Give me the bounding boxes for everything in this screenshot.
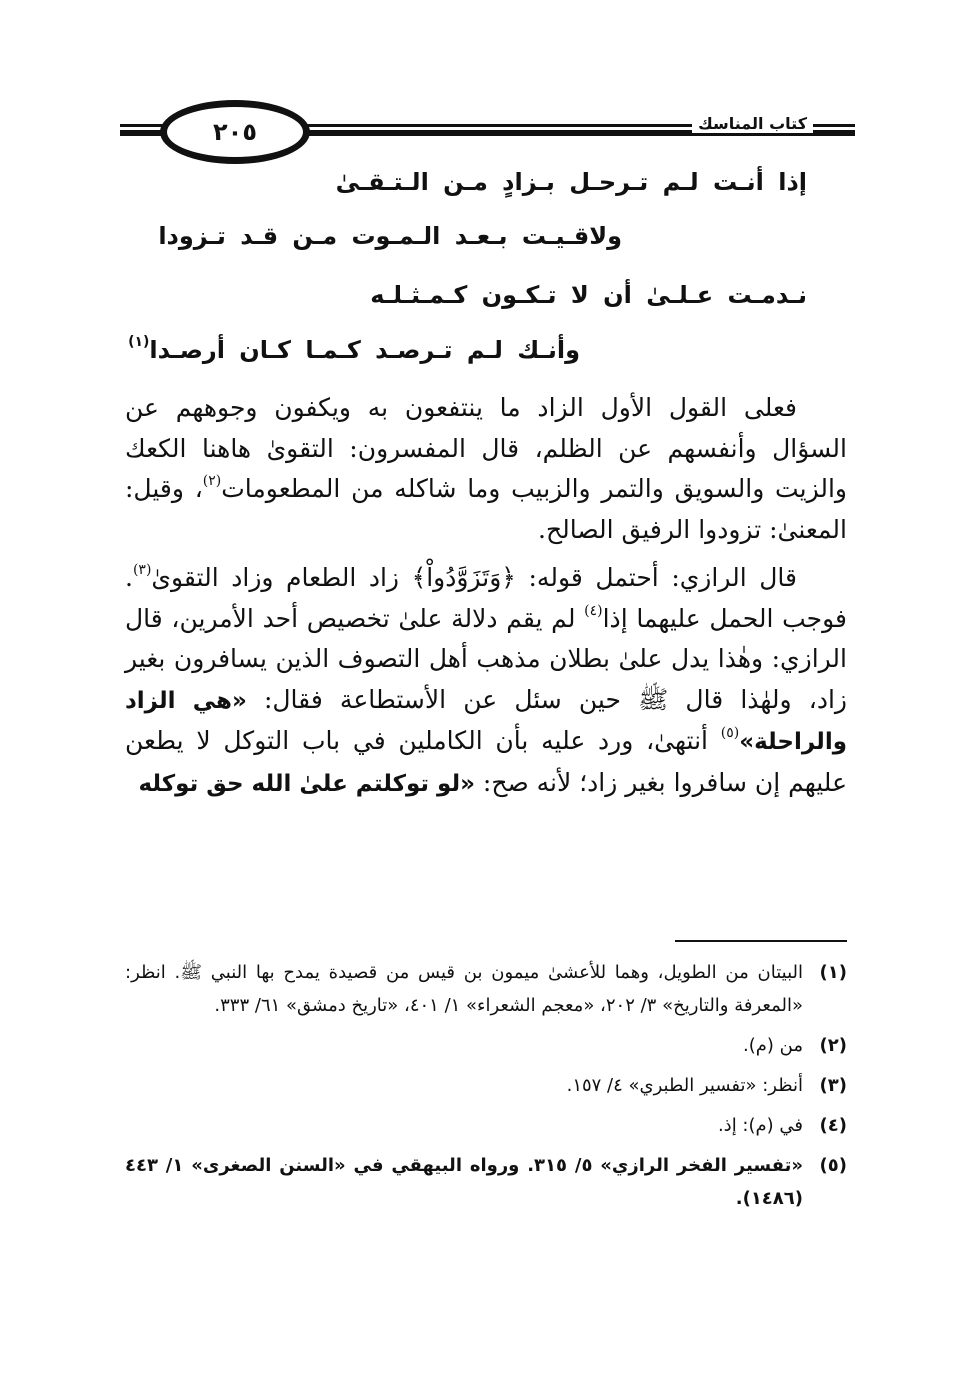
- footnote-ref-3[interactable]: (٣): [132, 562, 152, 578]
- footnote-text: البيتان من الطويل، وهما للأعشىٰ ميمون بن قيس من قصيدة يمدح بها النبي ﷺ. انظر: «المعرفة والتاريخ» ٣/ ٢٠٢، «معجم الشعراء» ١/ ٤٠١، «تاريخ دمشق» ٦١/ ٣٣٣.: [125, 962, 803, 1016]
- footnotes: [125, 956, 847, 1222]
- footnote-2: [125, 1029, 847, 1062]
- paragraph-1-text-a: فعلى القول الأول الزاد ما ينتفعون به ويكفون وجوههم عن السؤال وأنفسهم عن الظلم، قال المفسرون: التقوىٰ هاهنا الكعك والزيت والسويق والتمر والزبيب وما شاكله من المطعومات: [125, 393, 847, 503]
- footnote-ref-5[interactable]: (٥): [720, 725, 740, 741]
- footnote-text: «تفسير الفخر الرازي» ٥/ ٣١٥. ورواه البيهقي في «السنن الصغرى» ١/ ٤٤٣ (١٤٨٦).: [125, 1155, 803, 1209]
- footnote-ref-1[interactable]: (١): [128, 334, 150, 350]
- poem-line-2-text: ولاقـيـت بـعـد الـمـوت مـن قـد تـزودا: [158, 222, 622, 250]
- poem-line-4-text: وأنـك لـم تـرصـد كـمـا كـان أرصـدا: [149, 336, 580, 364]
- paragraph-1-text-b: ، وقيل: المعنىٰ: تزودوا الرفيق الصالح.: [125, 474, 847, 544]
- poem-line-1-text: إذا أنـت لـم تـرحـل بـزادٍ مـن الـتـقـىٰ: [335, 168, 807, 196]
- footnote-5: [125, 1149, 847, 1215]
- footnote-ref-2[interactable]: (٢): [202, 473, 222, 489]
- footnote-number: (٢): [819, 1035, 847, 1056]
- footnote-text: في (م): إذ.: [717, 1115, 803, 1136]
- hadith-quote-2: «لو توكلتم علىٰ الله حق توكله: [138, 770, 475, 797]
- footnote-number: (٥): [819, 1155, 847, 1176]
- paragraph-2-text-c: لم يقم دلالة علىٰ تخصيص أحد الأمرين، قال الرازي: وهٰذا يدل علىٰ بطلان مذهب أهل التصوف الذين يسافرون بغير زاد، ولهٰذا قال ﷺ حين سئل عن الأستطاعة فقال:: [125, 603, 847, 714]
- paragraph-2-text-a: قال الرازي: أحتمل قوله: ﴿وَتَزَوَّدُواْ﴾ زاد الطعام وزاد التقوىٰ: [151, 563, 797, 592]
- footnote-ref-4[interactable]: (٤): [584, 602, 603, 619]
- footnote-text: أنظر: «تفسير الطبري» ٤/ ١٥٧.: [566, 1075, 803, 1096]
- footnote-text: من (م).: [743, 1035, 803, 1056]
- footnote-1: [125, 956, 847, 1022]
- footnote-number: (١): [819, 962, 847, 983]
- footnote-number: (٤): [819, 1115, 847, 1136]
- paragraph-2-text-d: أنتهىٰ، ورد عليه بأن الكاملين في باب التوكل لا يطعن عليهم إن سافروا بغير زاد؛ لأنه صح:: [125, 726, 847, 797]
- footnote-separator: [675, 940, 847, 942]
- poem-line-3: [370, 281, 807, 309]
- paragraph-2: [125, 558, 847, 804]
- poem-line-3-text: نـدمـت عـلـىٰ أن لا تـكـون كـمـثـلـه: [370, 281, 807, 309]
- footnote-number: (٣): [819, 1075, 847, 1096]
- paragraph-1: [125, 388, 847, 550]
- page-number-oval: [160, 100, 310, 164]
- page-number: ٢٠٥: [213, 118, 257, 146]
- footnote-3: [125, 1069, 847, 1102]
- hadith-quote-1: «هي الزاد والراحلة»: [125, 687, 847, 755]
- poem-line-2: [158, 222, 622, 250]
- page-header: [120, 92, 855, 172]
- main-text: [125, 388, 847, 804]
- paragraph-2-text-b: . فوجب الحمل عليهما إذا: [125, 563, 847, 633]
- footnote-4: [125, 1109, 847, 1142]
- poem-line-4: [128, 336, 580, 364]
- poem-line-1: [336, 168, 807, 196]
- running-title: كتاب المناسك: [692, 114, 813, 133]
